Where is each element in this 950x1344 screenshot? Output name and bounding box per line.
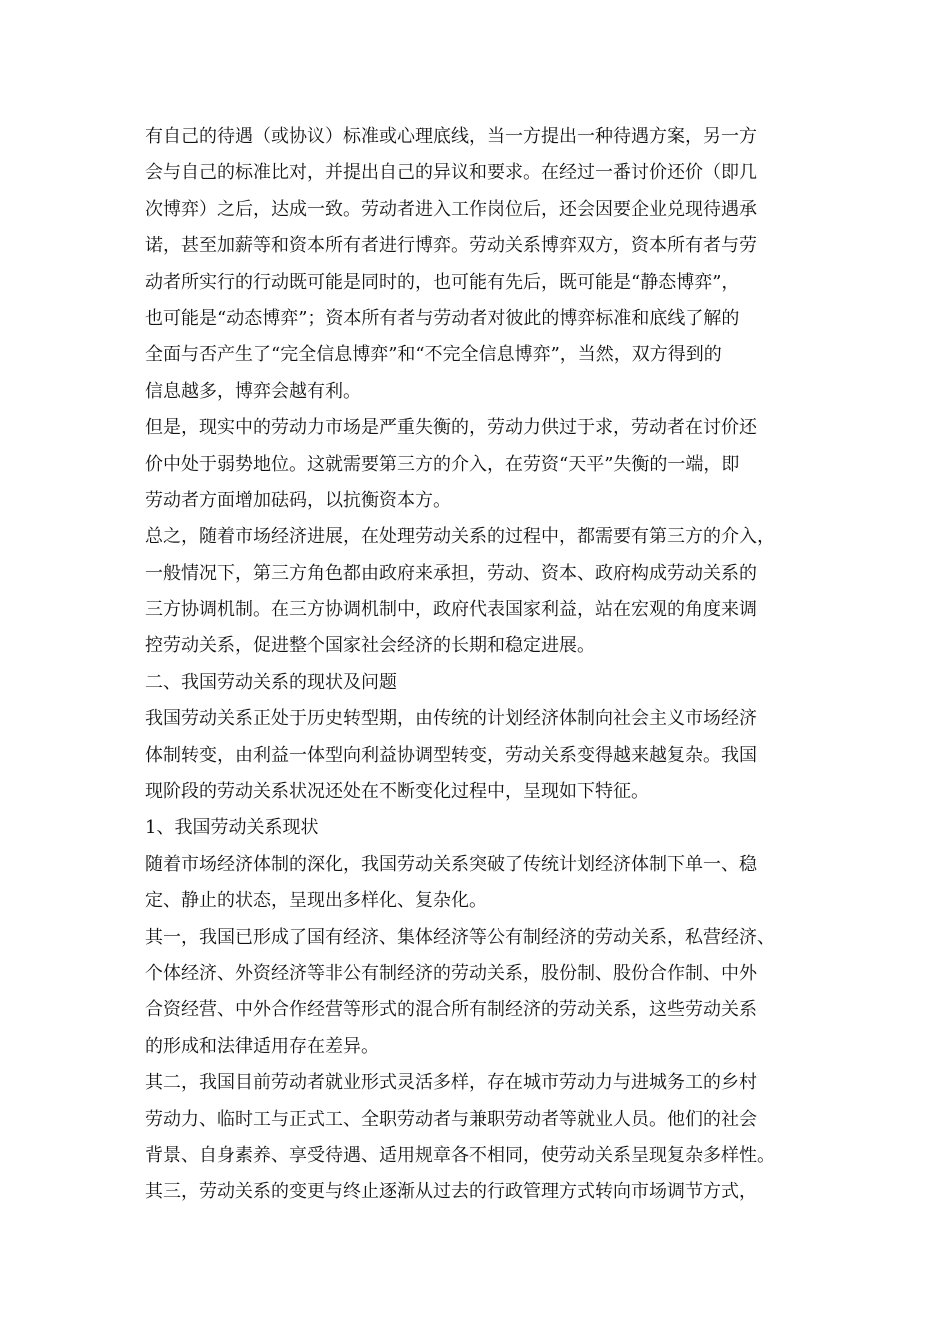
section-heading: 二、我国劳动关系的现状及问题 <box>145 671 397 693</box>
text-line: 我国劳动关系正处于历史转型期，由传统的计划经济体制向社会主义市场经济 <box>145 708 757 730</box>
text-line: 其一，我国已形成了国有经济、集体经济等公有制经济的劳动关系，私营经济、 <box>145 926 775 948</box>
text-line: 劳动力、临时工与正式工、全职劳动者与兼职劳动者等就业人员。他们的社会 <box>145 1108 757 1130</box>
subsection-heading: 1、我国劳动关系现状 <box>145 817 319 839</box>
text-line: 也可能是“动态博弈”；资本所有者与劳动者对彼此的博弈标准和底线了解的 <box>145 307 740 329</box>
text-line: 但是，现实中的劳动力市场是严重失衡的，劳动力供过于求，劳动者在讨价还 <box>145 417 757 439</box>
text-line: 动者所实行的行动既可能是同时的，也可能有先后，既可能是“静态博弈”， <box>145 271 740 293</box>
text-line: 的形成和法律适用存在差异。 <box>145 1035 379 1057</box>
text-line: 背景、自身素养、享受待遇、适用规章各不相同，使劳动关系呈现复杂多样性。 <box>145 1144 775 1166</box>
text-line: 次博弈）之后，达成一致。劳动者进入工作岗位后，还会因要企业兑现待遇承 <box>145 198 757 220</box>
text-line: 控劳动关系，促进整个国家社会经济的长期和稳定进展。 <box>145 635 595 657</box>
text-line: 现阶段的劳动关系状况还处在不断变化过程中，呈现如下特征。 <box>145 781 649 803</box>
text-line: 定、静止的状态，呈现出多样化、复杂化。 <box>145 890 487 912</box>
text-line: 一般情况下，第三方角色都由政府来承担，劳动、资本、政府构成劳动关系的 <box>145 562 757 584</box>
text-line: 诺，甚至加薪等和资本所有者进行博弈。劳动关系博弈双方，资本所有者与劳 <box>145 235 757 257</box>
text-line: 劳动者方面增加砝码，以抗衡资本方。 <box>145 489 451 511</box>
text-line: 合资经营、中外合作经营等形式的混合所有制经济的劳动关系，这些劳动关系 <box>145 999 757 1021</box>
text-line: 会与自己的标准比对，并提出自己的异议和要求。在经过一番讨价还价（即几 <box>145 162 757 184</box>
text-line: 三方协调机制。在三方协调机制中，政府代表国家利益，站在宏观的角度来调 <box>145 599 757 621</box>
text-line: 其二，我国目前劳动者就业形式灵活多样，存在城市劳动力与进城务工的乡村 <box>145 1072 757 1094</box>
text-line: 总之，随着市场经济进展，在处理劳动关系的过程中，都需要有第三方的介入， <box>145 526 775 548</box>
text-line: 信息越多，博弈会越有利。 <box>145 380 361 402</box>
text-line: 全面与否产生了“完全信息博弈”和“不完全信息博弈”，当然，双方得到的 <box>145 344 722 366</box>
text-line: 其三，劳动关系的变更与终止逐渐从过去的行政管理方式转向市场调节方式， <box>145 1181 757 1203</box>
text-line: 体制转变，由利益一体型向利益协调型转变，劳动关系变得越来越复杂。我国 <box>145 744 757 766</box>
text-line: 个体经济、外资经济等非公有制经济的劳动关系，股份制、股份合作制、中外 <box>145 962 757 984</box>
text-line: 有自己的待遇（或协议）标准或心理底线，当一方提出一种待遇方案，另一方 <box>145 126 757 147</box>
text-line: 随着市场经济体制的深化，我国劳动关系突破了传统计划经济体制下单一、稳 <box>145 853 757 875</box>
document-body <box>145 119 825 1211</box>
text-line: 价中处于弱势地位。这就需要第三方的介入，在劳资“天平”失衡的一端，即 <box>145 453 740 475</box>
